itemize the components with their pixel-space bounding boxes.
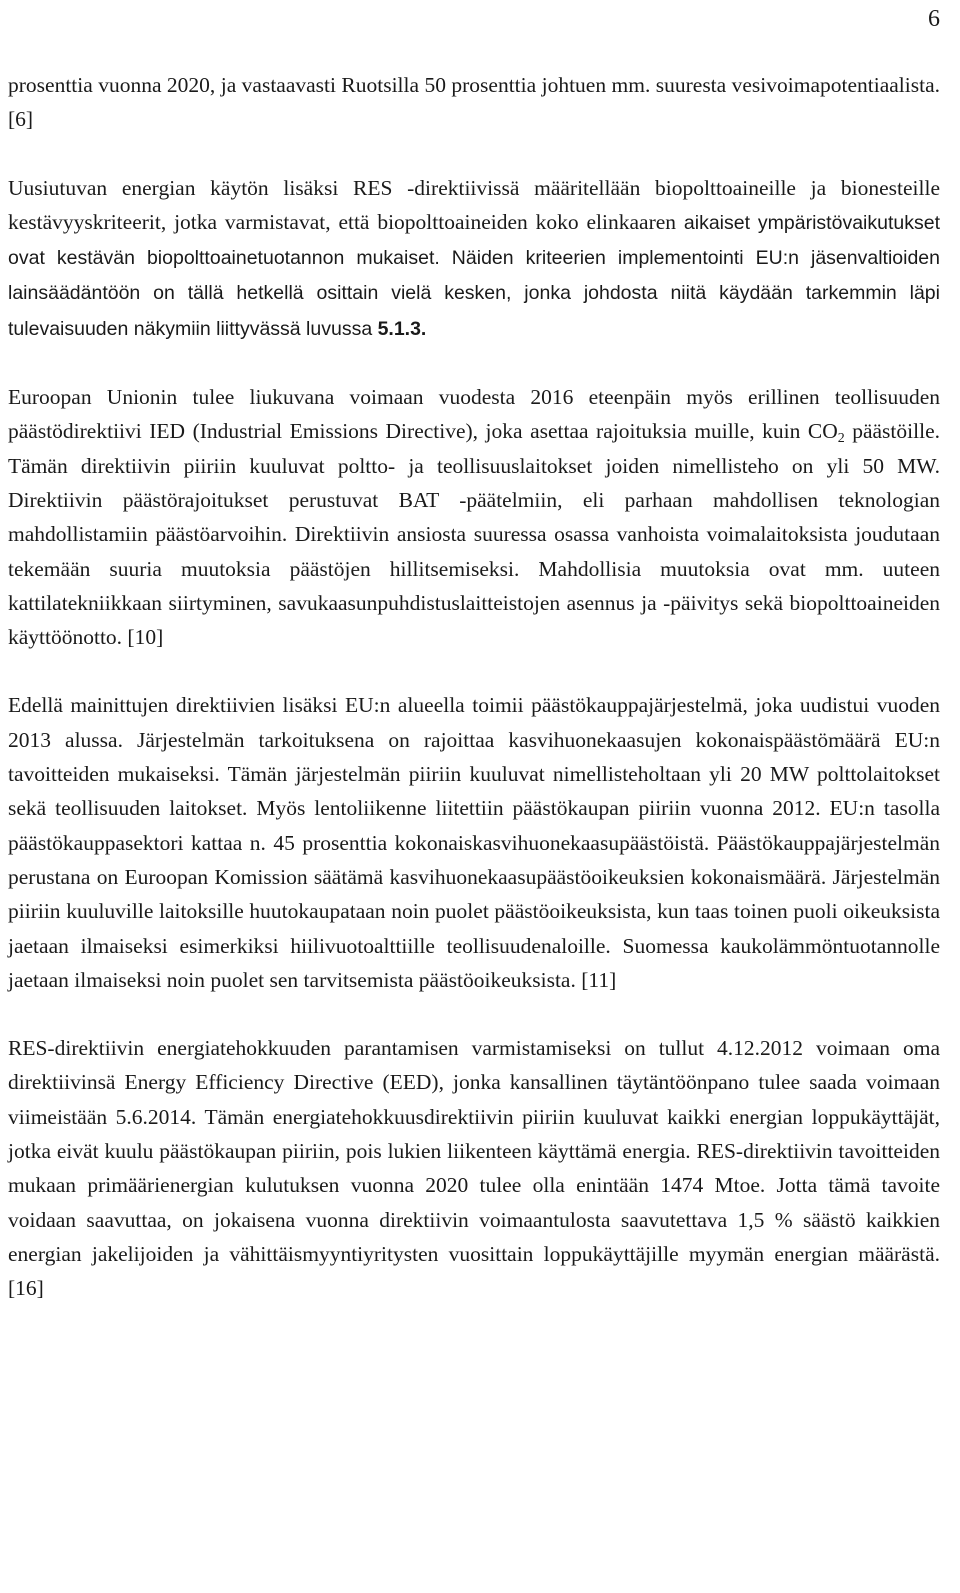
paragraph-5 [8, 1031, 940, 1305]
paragraph-2 [8, 171, 940, 346]
paragraph-3 [8, 380, 940, 654]
paragraph-3-text-a: Euroopan Unionin tulee liukuvana voimaan vuodesta 2016 eteenpäin myös erillinen teollisuuden päästödirektiivi IED (Industrial Emissions Directive), joka asettaa rajoituksia muille, kuin CO [8, 385, 940, 444]
paragraph-5-text: RES-direktiivin energiatehokkuuden parantamisen varmistamiseksi on tullut 4.12.2012 voimaan oma direktiivinsä Energy Efficiency Directive (EED), jonka kansallinen täytäntöönpano tulee saada voimaan viimeistään 5.6.2014. Tämän energiatehokkuusdirektiivin piiriin kuuluvat kaikki energian loppukäyttäjät, jotka eivät kuulu päästökaupan piiriin, pois lukien liikenteen käyttämä energia. RES-direktiivin tavoitteiden mukaan primäärienergian kulutuksen vuonna 2020 tulee olla enintään 1474 Mtoe. Jotta tämä tavoite voidaan saavuttaa, on jokaisena vuonna direktiivin voimaantulosta saavutettava 1,5 % säästö kaikkien energian jakelijoiden ja vähittäismyyntiyritysten vuosittain loppukäyttäjille myymän energian määrästä. [16] [8, 1036, 940, 1301]
paragraph-3-text-b: päästöille. Tämän direktiivin piiriin kuuluvat poltto- ja teollisuuslaitokset joiden nimellisteho on yli 50 MW. Direktiivin päästörajoitukset perustuvat BAT -päätelmiin, eli parhaan mahdollisen teknologian mahdollistamiin päästöarvoihin. Direktiivin ansiosta suuressa osassa vanhoista voimalaitoksista joudutaan tekemään suuria muutoksia päästöjen hillitsemiseksi. Mahdollisia muutoksia ovat mm. uuteen kattilatekniikkaan siirtyminen, savukaasunpuhdistuslaitteistojen asennus ja -päivitys sekä biopolttoaineiden käyttöönotto. [10] [8, 419, 940, 650]
document-body [8, 68, 940, 1340]
paragraph-2-sans-text: aikaiset ympäristövaikutukset ovat kestävän biopolttoainetuotannon mukaiset. Näiden kriteerien implementointi EU:n jäsenvaltioiden lainsäädäntöön on tällä hetkellä osittain vielä kesken, jonka johdosta niitä käydään tarkemmin läpi tulevaisuuden näkymiin liittyvässä luvussa [8, 211, 940, 340]
co2-subscript: 2 [837, 431, 845, 447]
paragraph-1-text: prosenttia vuonna 2020, ja vastaavasti Ruotsilla 50 prosenttia johtuen mm. suuresta vesivoimapotentiaalista. [6] [8, 73, 940, 132]
paragraph-1 [8, 68, 940, 137]
section-reference: 5.1.3. [377, 317, 427, 340]
page-number: 6 [928, 6, 940, 32]
paragraph-4 [8, 688, 940, 997]
paragraph-4-text: Edellä mainittujen direktiivien lisäksi EU:n alueella toimii päästökauppajärjestelmä, joka uudistui vuoden 2013 alussa. Järjestelmän tarkoituksena on rajoittaa kasvihuonekaasujen kokonaispäästömäärä EU:n tavoitteiden mukaiseksi. Tämän järjestelmän piiriin kuuluvat nimellisteholtaan yli 20 MW polttolaitokset sekä teollisuuden laitokset. Myös lentoliikenne liitettiin päästökaupan piiriin vuonna 2012. EU:n tasolla päästökauppasektori kattaa n. 45 prosenttia kokonaiskasvihuonekaasupäästöistä. Päästökauppajärjestelmän perustana on Euroopan Komission säätämä kasvihuonekaasupäästöoikeuksien kokonaismäärä. Järjestelmän piiriin kuuluville laitoksille huutokaupataan noin puolet päästöoikeuksista, kun taas toinen puoli oikeuksista jaetaan ilmaiseksi esimerkiksi hiilivuotoalttiille teollisuudenaloille. Suomessa kaukolämmöntuotannolle jaetaan ilmaiseksi noin puolet sen tarvitsemista päästöoikeuksista. [11] [8, 693, 940, 992]
paragraph-2-serif-text: Uusiutuvan energian käytön lisäksi RES -direktiivissä määritellään biopolttoaineille ja bionesteille kestävyyskriteerit, jotka varmistavat, että biopolttoaineiden koko elinkaaren [8, 175, 940, 234]
